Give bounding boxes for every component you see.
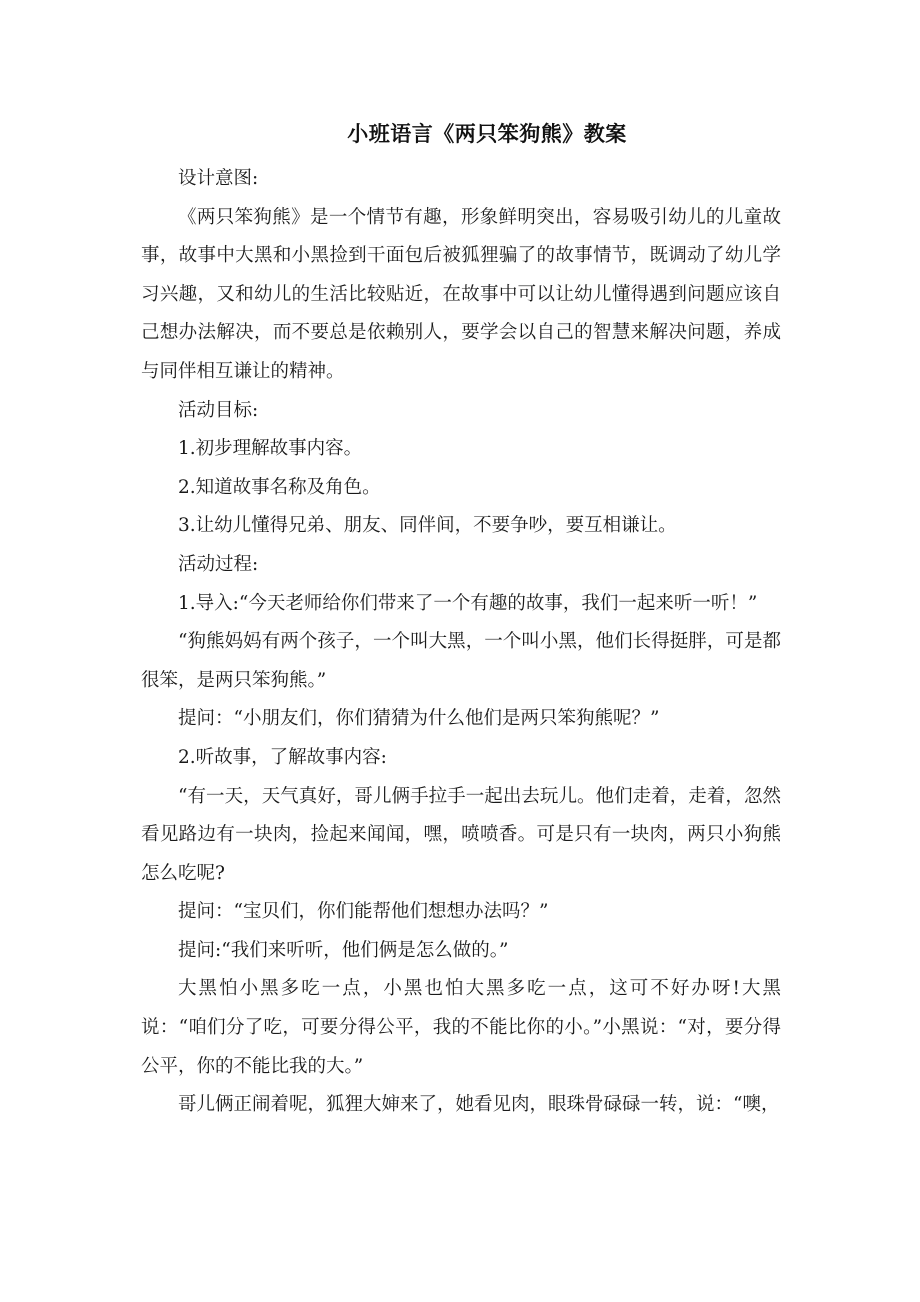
heading-activity-goals: 活动目标: bbox=[178, 399, 259, 421]
question-paragraph: 提问:“我们来听听，他们俩是怎么做的。” bbox=[178, 939, 509, 961]
goal-item-1: 1.初步理解故事内容。 bbox=[178, 438, 363, 460]
question-paragraph: 提问：“宝贝们，你们能帮他们想想办法吗？” bbox=[178, 901, 549, 923]
story-paragraph: 哥儿俩正闹着呢，狐狸大婶来了，她看见肉，眼珠骨碌碌一转，说：“噢， bbox=[178, 1094, 780, 1116]
story-paragraph: “狗熊妈妈有两个孩子，一个叫大黑，一个叫小黑，他们长得挺胖，可是都很笨，是两只笨狗熊。” bbox=[141, 631, 781, 691]
story-paragraph: “有一天，天气真好，哥儿俩手拉手一起出去玩儿。他们走着，走着，忽然看见路边有一块肉，捡起来闻闻，嘿，喷喷香。可是只有一块肉，两只小狗熊怎么吃呢? bbox=[141, 785, 781, 884]
heading-activity-process: 活动过程: bbox=[178, 553, 259, 575]
heading-design-intent: 设计意图: bbox=[178, 168, 259, 189]
paragraph-design-intent: 《两只笨狗熊》是一个情节有趣，形象鲜明突出，容易吸引幼儿的儿童故事，故事中大黑和小黑捡到干面包后被狐狸骗了的故事情节，既调动了幼儿学习兴趣，又和幼儿的生活比较贴近，在故事中可以让幼儿懂得遇到问题应该自己想办法解决，而不要总是依赖别人，要学会以自己的智慧来解决问题，养成与同伴相互谦让的精神。 bbox=[141, 206, 781, 382]
question-paragraph: 提问：“小朋友们，你们猜猜为什么他们是两只笨狗熊呢？” bbox=[178, 708, 660, 730]
document-body bbox=[141, 160, 781, 1125]
process-step-2: 2.听故事，了解故事内容: bbox=[178, 746, 387, 768]
story-paragraph: 大黑怕小黑多吃一点，小黑也怕大黑多吃一点，这可不好办呀!大黑说：“咱们分了吃，可要分得公平，我的不能比你的小。”小黑说：“对，要分得公平，你的不能比我的大。” bbox=[141, 978, 781, 1077]
goal-item-2: 2.知道故事名称及角色。 bbox=[178, 476, 381, 498]
process-step-1: 1.导入:“今天老师给你们带来了一个有趣的故事，我们一起来听一听！” bbox=[178, 592, 758, 614]
goal-item-3: 3.让幼儿懂得兄弟、朋友、同伴间，不要争吵，要互相谦让。 bbox=[178, 515, 677, 537]
document-title: 小班语言《两只笨狗熊》教案 bbox=[347, 122, 627, 146]
